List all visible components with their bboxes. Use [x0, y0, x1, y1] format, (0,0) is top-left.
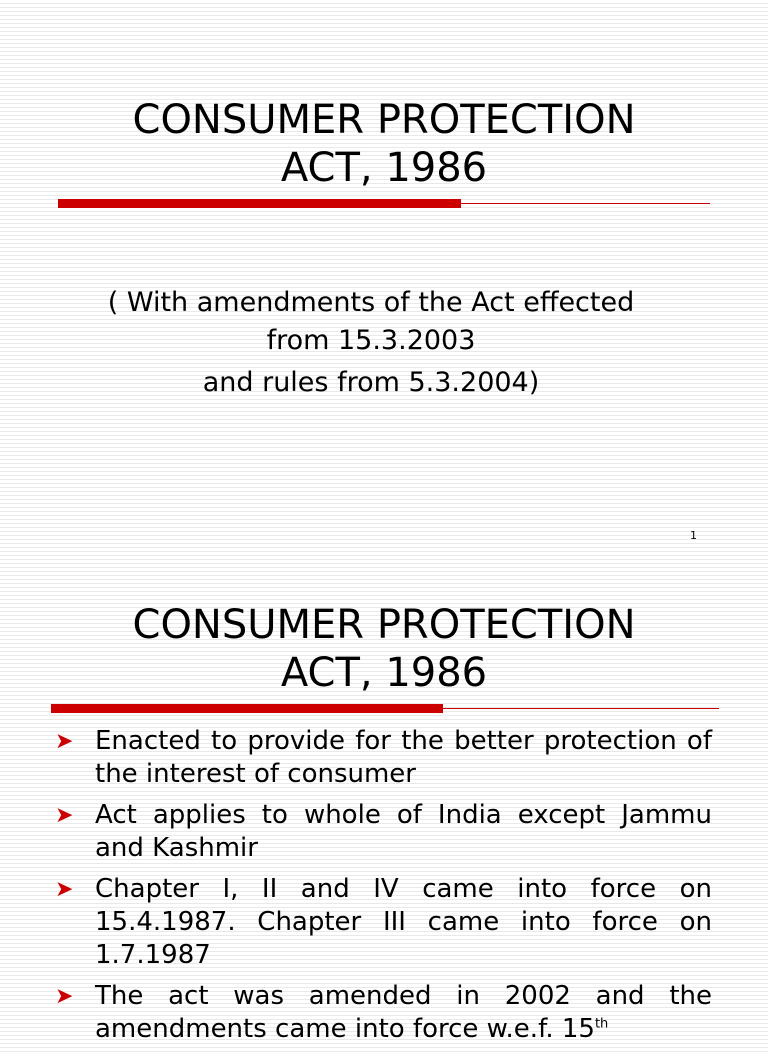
title-line-1: CONSUMER PROTECTION	[132, 97, 636, 143]
slide-subtitle	[0, 284, 742, 402]
title-underline-accent	[58, 199, 461, 208]
list-item	[52, 873, 712, 972]
title-line-1: CONSUMER PROTECTION	[132, 602, 636, 648]
subtitle-line-1: ( With amendments of the Act effected	[107, 287, 635, 318]
arrowhead-bullet-icon: ➤	[55, 803, 74, 828]
title-line-2: ACT, 1986	[280, 145, 488, 191]
bullet-text: Enacted to provide for the better protection of the interest of consumer	[95, 726, 712, 789]
title-line-2: ACT, 1986	[280, 650, 488, 696]
subtitle-line-2: from 15.3.2003	[266, 325, 476, 356]
title-underline	[51, 708, 719, 709]
title-underline-accent	[51, 704, 443, 713]
slide-title	[0, 96, 768, 192]
bullet-list	[52, 725, 712, 1054]
list-item	[52, 980, 712, 1046]
title-underline	[58, 203, 710, 204]
arrowhead-bullet-icon: ➤	[55, 984, 74, 1009]
bullet-text: Chapter I, II and IV came into force on 15.4.1987. Chapter III came into force on 1.7.1987	[95, 874, 712, 970]
slide-2	[0, 560, 768, 1044]
slide-title	[0, 601, 768, 697]
list-item	[52, 799, 712, 865]
list-item	[52, 725, 712, 791]
subtitle-line-3: and rules from 5.3.2004)	[202, 367, 540, 398]
ordinal-superscript: th	[594, 1016, 609, 1032]
bullet-text: Act applies to whole of India except Jammu and Kashmir	[95, 800, 712, 863]
arrowhead-bullet-icon: ➤	[55, 877, 74, 902]
arrowhead-bullet-icon: ➤	[55, 729, 74, 754]
page-number: 1	[690, 529, 697, 542]
bullet-text: The act was amended in 2002 and the amendments came into force w.e.f. 15	[95, 981, 712, 1044]
